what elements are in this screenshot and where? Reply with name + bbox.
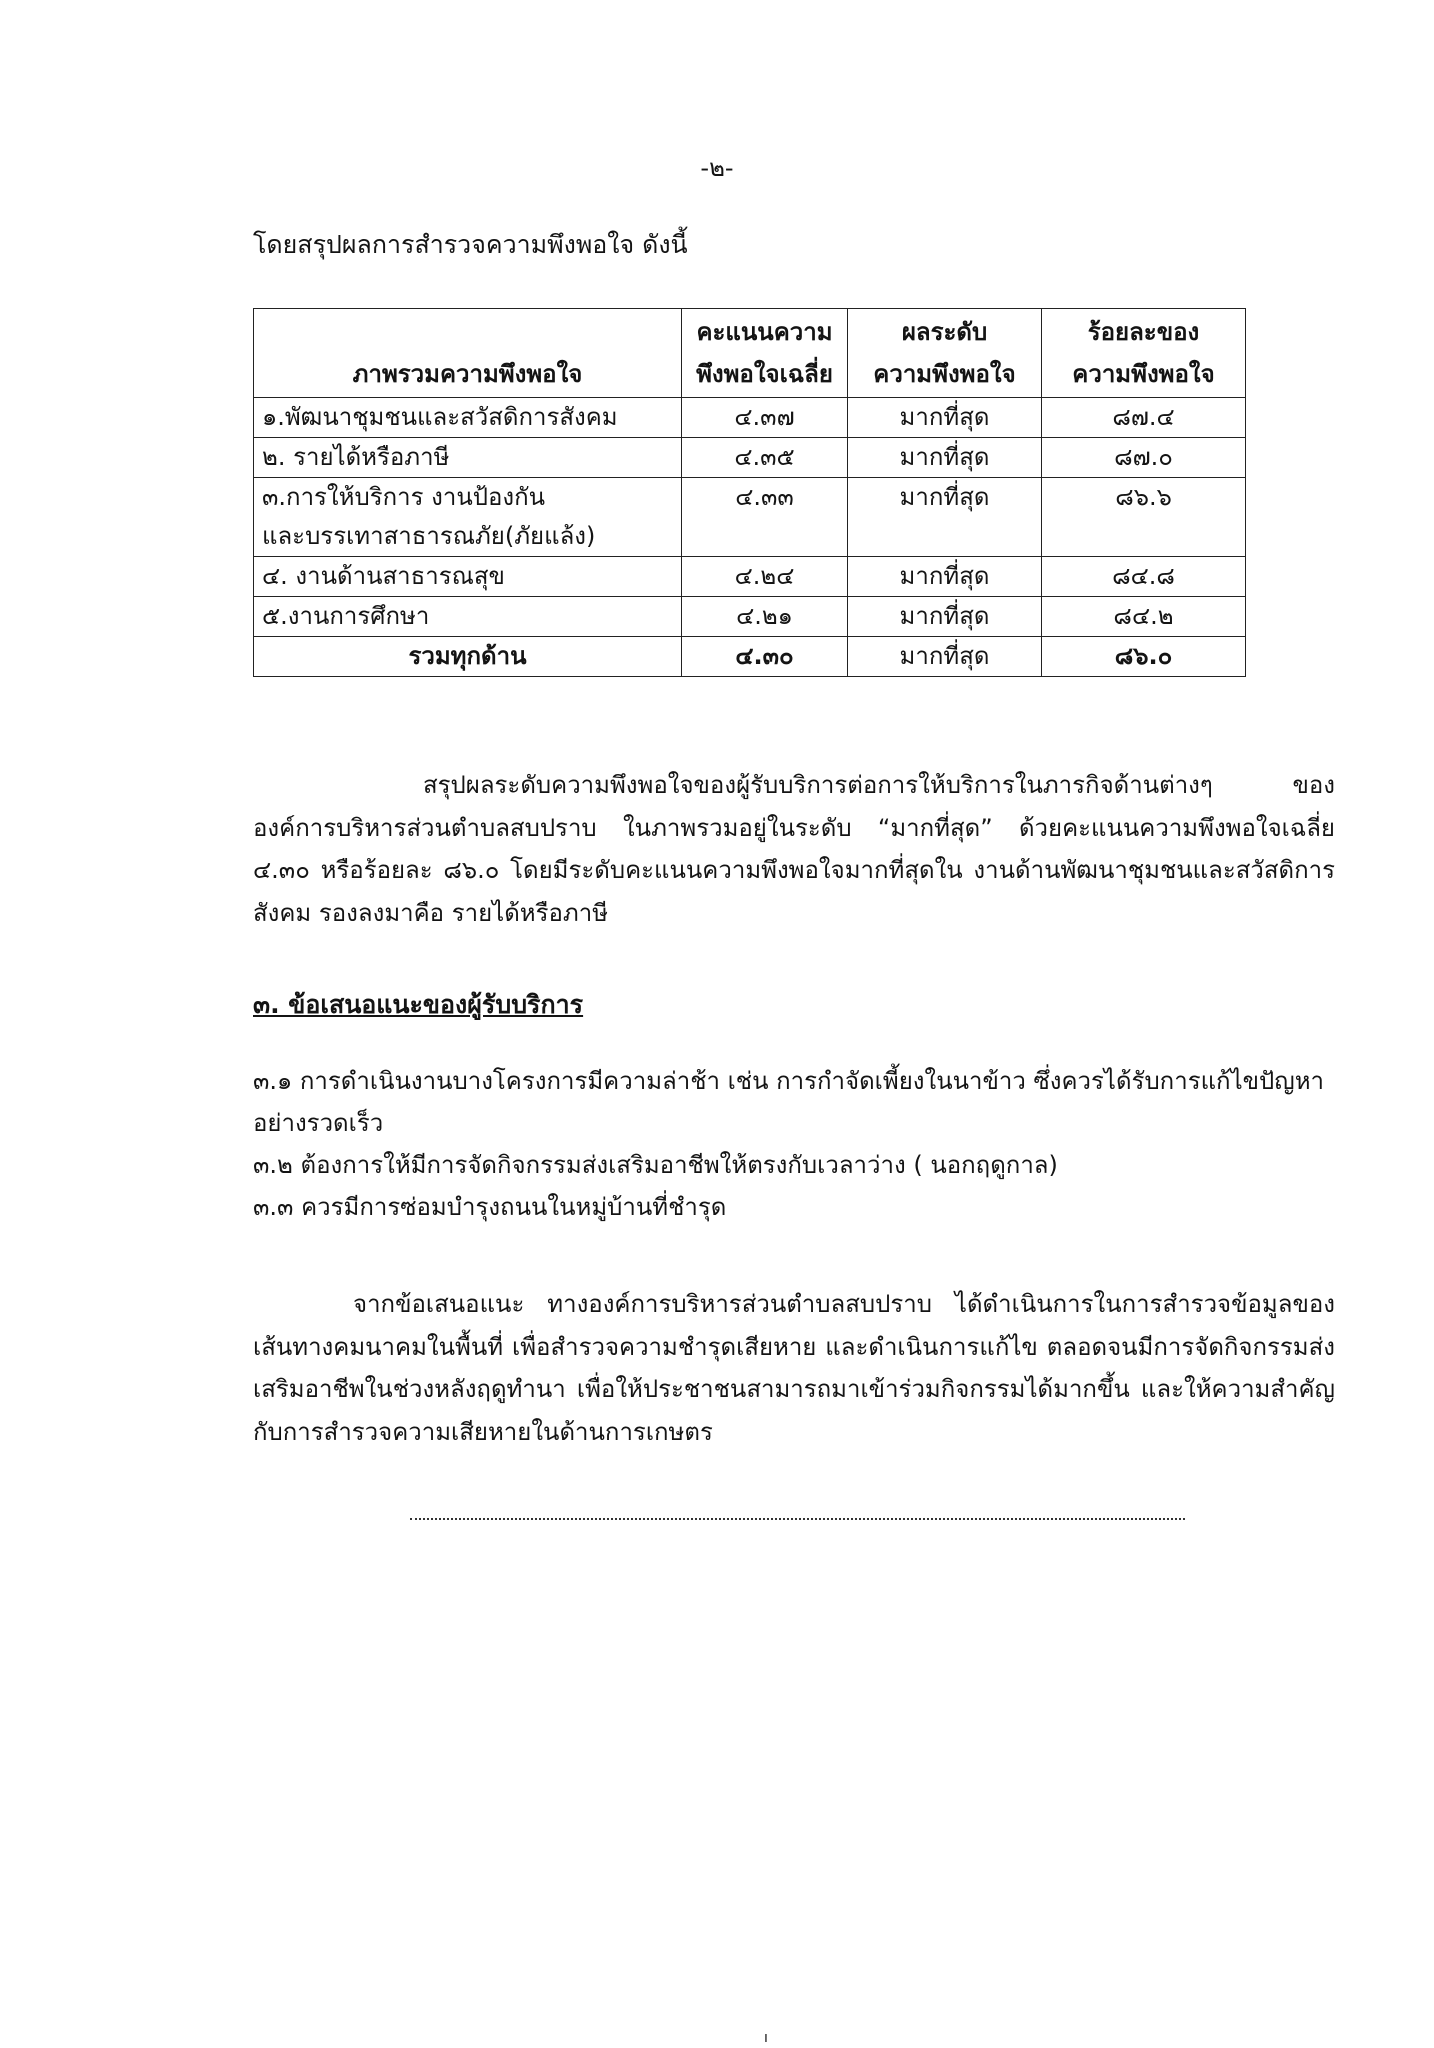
- table-row: [254, 597, 1246, 637]
- dotted-separator: [410, 1518, 1185, 1520]
- row-level: มากที่สุด: [848, 398, 1042, 438]
- row-level: มากที่สุด: [848, 597, 1042, 637]
- row-percent: ๘๔.๒: [1042, 597, 1246, 637]
- header-topic: ภาพรวมความพึงพอใจ: [254, 309, 682, 398]
- header-percent: ร้อยละของ ความพึงพอใจ: [1042, 309, 1246, 398]
- row-percent: ๘๔.๘: [1042, 557, 1246, 597]
- row-percent: ๘๗.๐: [1042, 438, 1246, 478]
- list-item: ๓.๒ ต้องการให้มีการจัดกิจกรรมส่งเสริมอาชีพให้ตรงกับเวลาว่าง ( นอกฤดูกาล): [253, 1151, 1058, 1179]
- row-topic-line1: ๓.การให้บริการ งานป้องกัน: [262, 483, 546, 511]
- row-score: ๔.๓๕: [682, 438, 848, 478]
- table-header-row: [254, 309, 1246, 398]
- suggestion-list: [253, 1060, 1335, 1228]
- section-heading: ๓. ข้อเสนอแนะของผู้รับบริการ: [253, 990, 584, 1019]
- total-topic: รวมทุกด้าน: [254, 637, 682, 677]
- row-score: ๔.๒๑: [682, 597, 848, 637]
- satisfaction-table: [253, 308, 1246, 677]
- total-level: มากที่สุด: [848, 637, 1042, 677]
- table-row: [254, 557, 1246, 597]
- row-score: ๔.๓๗: [682, 398, 848, 438]
- table-row: [254, 478, 1246, 557]
- row-topic-line2: และบรรเทาสาธารณภัย(ภัยแล้ง): [262, 522, 596, 550]
- header-level: ผลระดับ ความพึงพอใจ: [848, 309, 1042, 398]
- row-percent: ๘๖.๖: [1042, 478, 1246, 557]
- row-level: มากที่สุด: [848, 438, 1042, 478]
- total-percent: ๘๖.๐: [1042, 637, 1246, 677]
- summary-paragraph: สรุปผลระดับความพึงพอใจของผู้รับบริการต่อการให้บริการในภารกิจด้านต่างๆ ขององค์การบริหารส่วนตำบลสบปราบ ในภาพรวมอยู่ในระดับ “มากที่สุด” ด้วยคะแนนความพึงพอใจเฉลี่ย ๔.๓๐ หรือร้อยละ ๘๖.๐ โดยมีระดับคะแนนความพึงพอใจมากที่สุดใน งานด้านพัฒนาชุมชนและสวัสดิการสังคม รองลงมาคือ รายได้หรือภาษี: [253, 771, 1335, 927]
- row-topic: [254, 478, 682, 557]
- bottom-mark: ı: [764, 2030, 768, 2046]
- table-total-row: [254, 637, 1246, 677]
- row-percent: ๘๗.๔: [1042, 398, 1246, 438]
- row-level: มากที่สุด: [848, 557, 1042, 597]
- intro-text: โดยสรุปผลการสำรวจความพึงพอใจ ดังนี้: [253, 230, 688, 259]
- row-topic: ๑.พัฒนาชุมชนและสวัสดิการสังคม: [254, 398, 682, 438]
- header-score: คะแนนความ พึงพอใจเฉลี่ย: [682, 309, 848, 398]
- table-row: [254, 398, 1246, 438]
- list-item: ๓.๑ การดำเนินงานบางโครงการมีความล่าช้า เช่น การกำจัดเพี้ยงในนาข้าว ซึ่งควรได้รับการแก้ไขปัญหาอย่างรวดเร็ว: [253, 1067, 1325, 1137]
- response-paragraph: จากข้อเสนอแนะ ทางองค์การบริหารส่วนตำบลสบปราบ ได้ดำเนินการในการสำรวจข้อมูลของเส้นทางคมนาคมในพื้นที่ เพื่อสำรวจความชำรุดเสียหาย และดำเนินการแก้ไข ตลอดจนมีการจัดกิจกรรมส่งเสริมอาชีพในช่วงหลังฤดูทำนา เพื่อให้ประชาชนสามารถมาเข้าร่วมกิจกรรมได้มากขึ้น และให้ความสำคัญกับการสำรวจความเสียหายในด้านการเกษตร: [253, 1290, 1335, 1446]
- row-topic: ๔. งานด้านสาธารณสุข: [254, 557, 682, 597]
- row-level: มากที่สุด: [848, 478, 1042, 557]
- row-score: ๔.๓๓: [682, 478, 848, 557]
- table-row: [254, 438, 1246, 478]
- list-item: ๓.๓ ควรมีการซ่อมบำรุงถนนในหมู่บ้านที่ชำรุด: [253, 1193, 727, 1221]
- page-number: -๒-: [700, 154, 734, 182]
- row-topic: ๕.งานการศึกษา: [254, 597, 682, 637]
- row-topic: ๒. รายได้หรือภาษี: [254, 438, 682, 478]
- total-score: ๔.๓๐: [682, 637, 848, 677]
- row-score: ๔.๒๔: [682, 557, 848, 597]
